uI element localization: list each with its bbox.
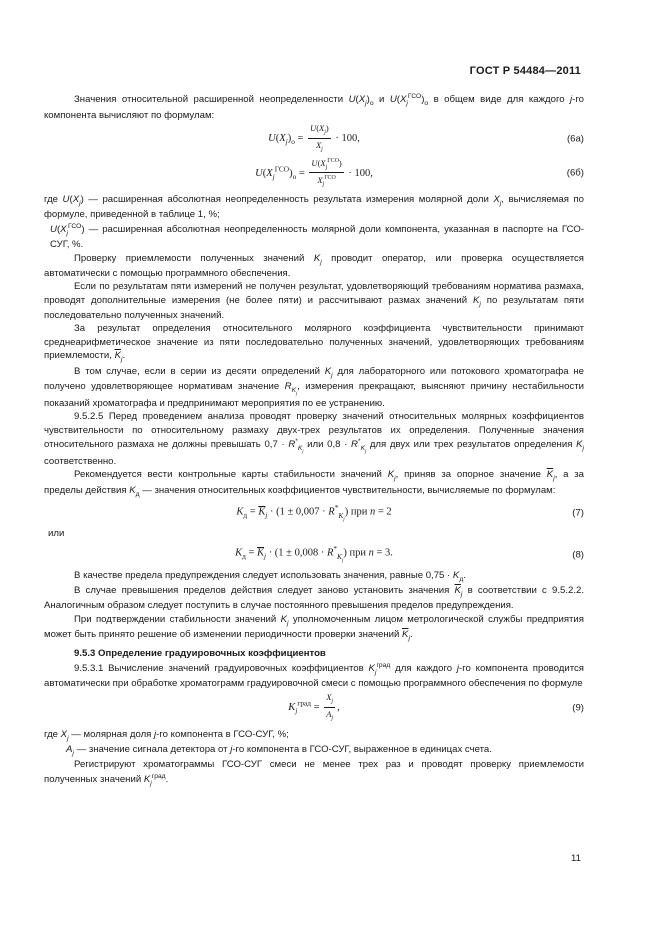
section-heading-9-5-3: 9.5.3 Определение градуировочных коэффициентов (74, 648, 326, 660)
paragraph-mean: За результат определения относительного молярного коэффициента чувствительности принимают среднеарифметическое значение из пяти последовательно полученных значений, удовлетворяющих требованиям приемлемости, $\overline{K}_j$. (44, 323, 584, 364)
equation-6a: $U(X_j)_о$ = $\frac{U(X_j)}{X_j}$ · 100, (6а) (268, 123, 584, 154)
paragraph-range: Если по результатам пяти измерений не получен результат, удовлетворяющий требованиям норматива размаха, проводят дополнительные измерения (не более пяти) и рассчитывают размах значений $K_j$ по результатам пяти последовательно полученных значений. (44, 281, 584, 322)
paragraph-control-charts: Рекомендуется вести контрольные карты стабильности значений $K_j$, приняв за опорное значение $\overline{K}_j$, а за пределы действия $K_д$ — значения относительных коэффициентов чувствительности, вычисляемые по формулам: (44, 469, 585, 498)
paragraph-intro: Значения относительной расширенной неопределенности $U(X_j)_о$ и $U(X_j^{ГСО})_о$ в общем виде для каждого j-го компонента вычисляют по формулам: (44, 93, 584, 121)
equation-6b: $U(X_j^{ГСО})_о$ = $\frac{U(X_j^{ГСО})}{X_j^{ГСО}}$ · 100, (6б) (255, 157, 584, 188)
equation-number: (6б) (566, 167, 584, 179)
equation-number: (8) (572, 548, 584, 560)
definition-u-xgso: $U(X_j^{ГСО})$ — расширенная абсолютная неопределенность молярной доли компонента, указанная в паспорте на ГСО-СУГ, %. (50, 222, 584, 251)
paragraph-9-5-3-1: 9.5.3.1 Вычисление значений градуировочных коэффициентов $K_j^{град}$ для каждого j-го компонента проводится автоматически при обработке хроматограмм градуировочной смеси с помощью программного обеспечения по формуле (44, 661, 584, 690)
paragraph-register: Регистрируют хроматограммы ГСО-СУГ смеси не менее трех раз и проводят проверку приемлемости полученных значений $K_j^{град}$. (44, 759, 584, 787)
definition-u-xj: где $U(X_j)$ — расширенная абсолютная неопределенность результата измерения молярной доли $X_j$, вычисляемая по формуле, приведенной в таблице 1, %; (44, 193, 584, 221)
equation-number: (7) (572, 507, 584, 519)
standard-header: ГОСТ Р 54484—2011 (469, 65, 581, 77)
definitions-9 (44, 728, 584, 759)
definitions-6 (44, 193, 584, 252)
definition-aj: $A_j$ — значение сигнала детектора от j-го компонента в ГСО-СУГ, выраженное в единицах счета. (66, 743, 492, 757)
equation-number: (9) (572, 701, 584, 713)
equation-number: (6а) (566, 133, 584, 145)
definition-xj: где $X_j$ — молярная доля j-го компонента в ГСО-СУГ, %; (44, 728, 289, 742)
or-word: или (48, 528, 65, 540)
equation-7: $K_д = \overline{K}_j \cdot (1 \pm 0,007 \cdot R^*_{K_j})$ при n = 2 (7) (236, 502, 584, 523)
paragraph-instability: В том случае, если в серии из десяти определений $K_j$ для лабораторного или потокового хроматографа не получено удовлетворяющее нормативам значение $R_{K_j}$, измерения прекращают, выясняют причину нестабильности показаний хроматографа и предпринимают мероприятия по ее устранению. (44, 365, 585, 409)
paragraph-warning-limit: В качестве предела предупреждения следует использовать значения, равные $0,75 \cdot K_д$. (74, 569, 466, 583)
body-text (44, 92, 584, 788)
equation-8: $K_д = \overline{K}_j \cdot (1 \pm 0,008 \cdot R^*_{K_j})$ при n = 3. (8) (235, 544, 584, 564)
paragraph-stability: При подтверждении стабильности значений $K_j$ уполномоченным лицом метрологической службы предприятия может быть принято решение об изменении периодичности проверки значений $\overline{K}_j$. (44, 613, 584, 642)
paragraph-acceptability: Проверку приемлемости полученных значений $K_j$ проводит оператор, или проверка осуществляется автоматически с помощью программного обеспечения. (44, 252, 584, 279)
paragraph-9-5-2-5: 9.5.2.5 Перед проведением анализа проводят проверку значений относительных молярных коэффициентов чувствительности по относительному размаху двух-трех результатов их определения. Полученные значения относительного размаха не должны превышать $0,7 \cdot R^*_{K_j}$ или $0,8 \cdot R^*_{K_j}$ для двух или трех результатов определения $K_j$ соответственно. (44, 411, 584, 468)
page-number: 11 (571, 853, 581, 864)
equation-9: $K_j^{град}$ = $\frac{X_j}{A_j}$ , (9) (288, 692, 584, 722)
paragraph-exceed: В случае превышения пределов действия следует заново установить значения $\overline{K}_j$ в соответствии с 9.5.2.2. Аналогичным образом следует поступить в случае постоянного превышения пределов предупреждения. (44, 584, 584, 612)
